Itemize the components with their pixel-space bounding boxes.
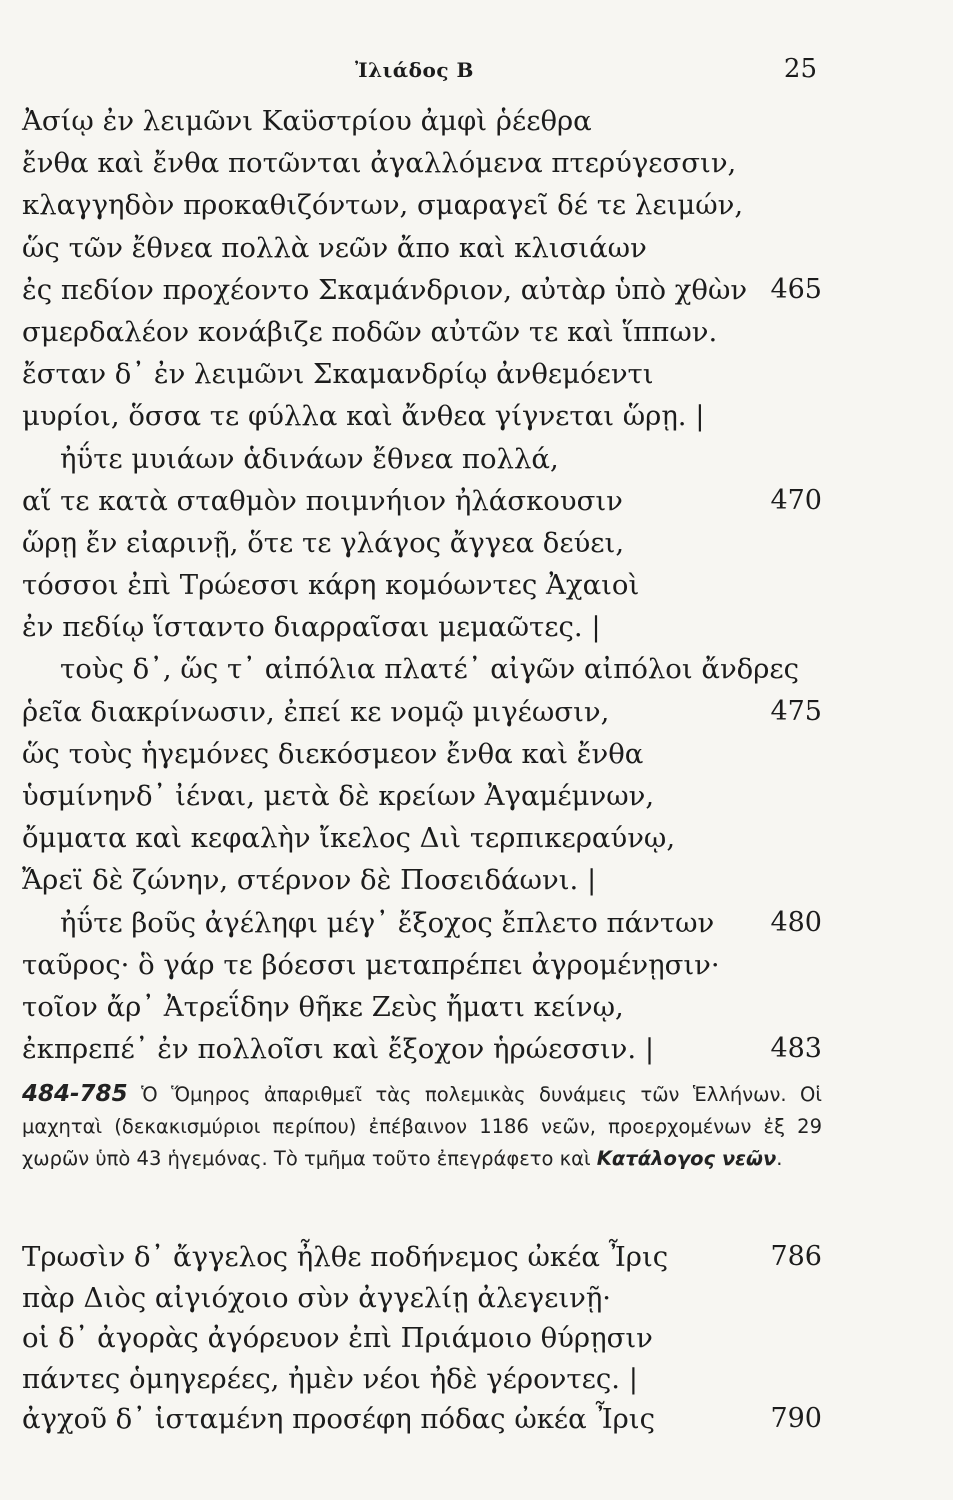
line-number: 470: [770, 484, 822, 516]
line-number: 475: [770, 695, 822, 727]
verse-text: οἱ δ᾽ ἀγορὰς ἀγόρευον ἐπὶ Πριάμοιο θύρῃσιν: [22, 1322, 653, 1354]
verse-line: [22, 775, 822, 817]
verse-text: ἠΰτε βοῦς ἀγέληφι μέγ᾽ ἔξοχος ἔπλετο πάντων: [60, 906, 715, 939]
verse-text: ὥς τῶν ἔθνεα πολλὰ νεῶν ἄπο καὶ κλισιάων: [22, 231, 647, 264]
verse-text: ὑσμίνηνδ᾽ ἰέναι, μετὰ δὲ κρείων Ἀγαμέμνων,: [22, 780, 655, 812]
verse-line: [22, 648, 822, 690]
page-header: [0, 52, 953, 92]
verse-text: μυρίοι, ὅσσα τε φύλλα καὶ ἄνθεα γίγνεται ὥρῃ. |: [22, 400, 705, 433]
verse-line: [22, 522, 822, 564]
verse-line: [22, 353, 822, 395]
line-number: 483: [770, 1033, 822, 1065]
verse-block-1: [22, 100, 822, 1070]
verse-line: [22, 1028, 822, 1070]
verse-text: ὥς τοὺς ἡγεμόνες διεκόσμεον ἔνθα καὶ ἔνθα: [22, 737, 644, 770]
verse-text: ὥρῃ ἔν εἰαρινῇ, ὅτε τε γλάγος ἄγγεα δεύει,: [22, 526, 625, 559]
line-number: 786: [770, 1241, 822, 1272]
verse-text: σμερδαλέον κονάβιζε ποδῶν αὐτῶν τε καὶ ἵππων.: [22, 315, 718, 348]
verse-text: πάντες ὁμηγερέες, ἠμὲν νέοι ἠδὲ γέροντες. |: [22, 1362, 638, 1395]
verse-line: [22, 1318, 822, 1359]
verse-text: ἔνθα καὶ ἔνθα ποτῶνται ἀγαλλόμενα πτερύγεσσιν,: [22, 147, 737, 180]
verse-line: [22, 269, 822, 311]
page-number: 25: [783, 54, 817, 84]
verse-text: Ἀσίῳ ἐν λειμῶνι Καϋστρίου ἀμφὶ ῥέεθρα: [22, 105, 592, 137]
verse-text: ἔσταν δ᾽ ἐν λειμῶνι Σκαμανδρίῳ ἀνθεμόεντι: [22, 358, 654, 391]
verse-line: [22, 606, 822, 648]
verse-text: Ἄρεϊ δὲ ζώνην, στέρνον δὲ Ποσειδάωνι. |: [22, 864, 597, 897]
verse-line: [22, 1278, 822, 1319]
verse-text: ταῦρος· ὃ γάρ τε βόεσσι μεταπρέπει ἀγρομένῃσιν·: [22, 948, 720, 981]
commentary-note: [22, 1078, 822, 1175]
verse-line: [22, 1237, 822, 1278]
verse-text: ἀγχοῦ δ᾽ ἱσταμένη προσέφη πόδας ὠκέα Ἶρις: [22, 1403, 655, 1435]
verse-text: πὰρ Διὸς αἰγιόχοιο σὺν ἀγγελίῃ ἀλεγεινῇ·: [22, 1281, 612, 1314]
running-title: Ἰλιάδος Β: [355, 58, 474, 82]
verse-text: ἐκπρεπέ᾽ ἐν πολλοῖσι καὶ ἔξοχον ἡρώεσσιν. |: [22, 1033, 655, 1066]
verse-line: [22, 438, 822, 480]
verse-line: [22, 733, 822, 775]
verse-line: [22, 691, 822, 733]
verse-line: [22, 184, 822, 226]
verse-line: [22, 902, 822, 944]
line-number: 480: [770, 906, 822, 938]
verse-line: [22, 227, 822, 269]
line-number: 465: [770, 273, 822, 305]
commentary-text-end: .: [776, 1147, 783, 1170]
verse-text: τοὺς δ᾽, ὥς τ᾽ αἰπόλια πλατέ᾽ αἰγῶν αἰπόλοι ἄνδρες: [60, 653, 800, 686]
verse-line: [22, 480, 822, 522]
verse-line: [22, 311, 822, 353]
verse-text: ὄμματα καὶ κεφαλὴν ἴκελος Διὶ τερπικεραύνῳ,: [22, 822, 676, 855]
verse-line: [22, 859, 822, 901]
verse-text: τόσσοι ἐπὶ Τρώεσσι κάρη κομόωντες Ἀχαιοὶ: [22, 569, 640, 602]
verse-line: [22, 100, 822, 142]
verse-text: κλαγγηδὸν προκαθιζόντων, σμαραγεῖ δέ τε λειμών,: [22, 189, 744, 222]
verse-line: [22, 142, 822, 184]
verse-text: τοῖον ἄρ᾽ Ἀτρεΐδην θῆκε Ζεὺς ἤματι κείνῳ,: [22, 990, 624, 1023]
verse-text: ἐς πεδίον προχέοντο Σκαμάνδριον, αὐτὰρ ὑπὸ χθὼν: [22, 273, 748, 306]
commentary-line-ref: 484-785: [22, 1081, 128, 1107]
commentary-title: Κατάλογος νεῶν: [596, 1147, 777, 1170]
verse-text: ἠΰτε μυιάων ἁδινάων ἔθνεα πολλά,: [60, 442, 559, 475]
verse-text: Τρωσὶν δ᾽ ἄγγελος ἦλθε ποδήνεμος ὠκέα Ἶρις: [22, 1241, 669, 1273]
verse-line: [22, 1359, 822, 1400]
verse-line: [22, 564, 822, 606]
line-number: 790: [770, 1403, 822, 1434]
commentary-text: Ὁ Ὅμηρος ἀπαριθμεῖ τὰς πολεμικὰς δυνάμεις τῶν Ἑλλήνων. Οἱ μαχηταὶ (δεκακισμύριοι περίπου) ἐπέβαινον 1186 νεῶν, προερχομένων ἐξ 29 χωρῶν ὑπὸ 43 ἡγεμόνας. Τὸ τμῆμα τοῦτο ἐπεγράφετο καὶ: [22, 1083, 822, 1170]
verse-line: [22, 817, 822, 859]
verse-line: [22, 944, 822, 986]
verse-text: ῥεῖα διακρίνωσιν, ἐπεί κε νομῷ μιγέωσιν,: [22, 695, 610, 728]
verse-text: αἵ τε κατὰ σταθμὸν ποιμνήιον ἠλάσκουσιν: [22, 484, 623, 517]
verse-line: [22, 395, 822, 437]
verse-line: [22, 986, 822, 1028]
verse-line: [22, 1399, 822, 1440]
verse-text: ἐν πεδίῳ ἵσταντο διαρραῖσαι μεμαῶτες. |: [22, 611, 601, 644]
verse-block-2: [22, 1237, 822, 1440]
